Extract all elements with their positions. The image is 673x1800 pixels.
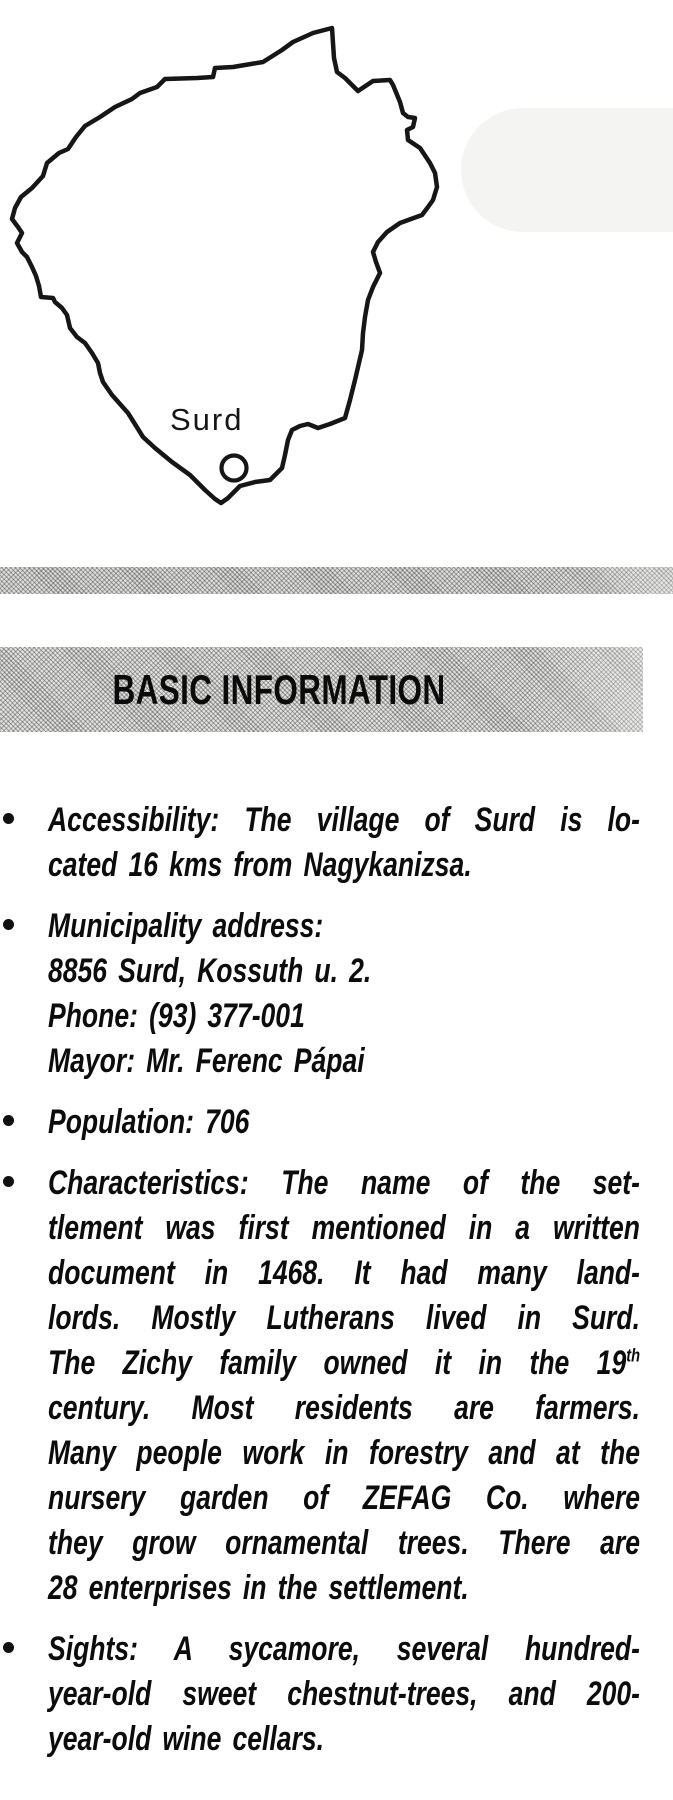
bullet-line: year-old wine cellars. [48, 1720, 325, 1758]
map-village-label: Surd [170, 402, 244, 437]
bullet-item [0, 1627, 648, 1762]
bullet-text-column [48, 1161, 640, 1611]
bullet-dot-icon [3, 1176, 14, 1187]
section-banner [0, 647, 643, 732]
bullet-line: nursery garden of ZEFAG Co. where [48, 1479, 640, 1517]
bullet-dot-icon [3, 919, 14, 930]
bullet-item [0, 798, 648, 888]
bullet-line: document in 1468. It had many land- [48, 1254, 640, 1292]
bullet-text-column [48, 904, 640, 1084]
bullet-text [48, 798, 640, 888]
bullet-dot-icon [3, 1115, 14, 1126]
bullet-line: Many people work in forestry and at the [48, 1434, 640, 1472]
bullet-line: Accessibility: The village of Surd is lo- [48, 801, 640, 839]
bullet-list [0, 798, 648, 1778]
bullet-line: Mayor: Mr. Ferenc Pápai [48, 1042, 365, 1080]
scan-artifact-blob [461, 108, 673, 232]
bullet-text [48, 904, 640, 1084]
bullet-item [0, 1100, 648, 1145]
section-title: BASIC INFORMATION [112, 665, 446, 713]
bullet-line: lords. Mostly Lutherans lived in Surd. [48, 1299, 640, 1337]
bullet-dot-icon [3, 1642, 14, 1653]
bullet-line: 8856 Surd, Kossuth u. 2. [48, 952, 372, 990]
bullet-text [48, 1627, 640, 1762]
bullet-text-column [48, 798, 640, 888]
bullet-line: Characteristics: The name of the set- [48, 1164, 640, 1202]
bullet-line: Phone: (93) 377-001 [48, 997, 305, 1035]
bullet-text-column [48, 1100, 640, 1145]
bullet-line: Sights: A sycamore, several hundred- [48, 1630, 640, 1668]
village-marker-icon [222, 456, 247, 481]
bullet-line: year-old sweet chestnut-trees, and 200- [48, 1675, 640, 1713]
bullet-item [0, 904, 648, 1084]
bullet-line: Population: 706 [48, 1103, 250, 1141]
bullet-item [0, 1161, 648, 1611]
bullet-line: 28 enterprises in the settlement. [48, 1569, 469, 1607]
bullet-line: The Zichy family owned it in the 19th [48, 1344, 640, 1382]
bullet-line: tlement was first mentioned in a written [48, 1209, 640, 1247]
bullet-text-column [48, 1627, 640, 1762]
bullet-line: they grow ornamental trees. There are [48, 1524, 640, 1562]
divider-stripe [0, 567, 673, 594]
section-banner-inner [0, 647, 558, 732]
bullet-line: Municipality address: [48, 907, 324, 945]
bullet-text [48, 1100, 640, 1145]
bullet-line: century. Most residents are farmers. [48, 1389, 640, 1427]
bullet-dot-icon [3, 813, 14, 824]
bullet-text [48, 1161, 640, 1611]
bullet-line: cated 16 kms from Nagykanizsa. [48, 846, 472, 884]
